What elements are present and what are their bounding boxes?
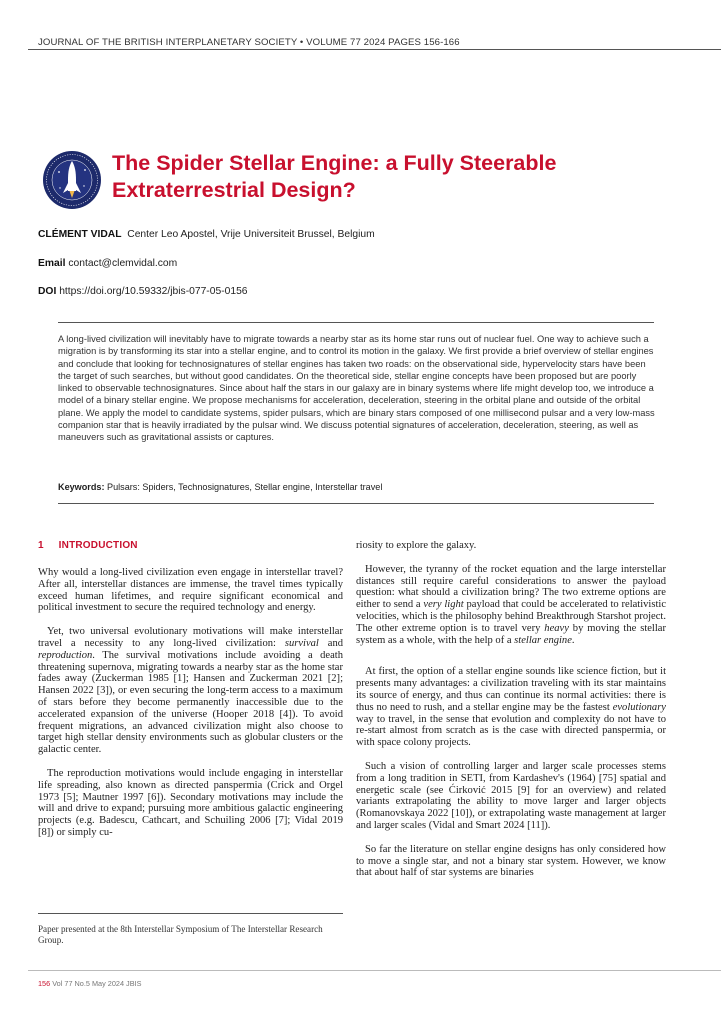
paragraph: Such a vision of controlling larger and larger scale processes stems from a long tradition in SETI, from Kardashev's (1964) [75] spatial and energetic scale (see Ćirković 2015 [9] for an overview) and related variants extrapolating the ability to move larger and larger objects (Romanovskaya 2022 [10]), or extrapolating waste management at larger and larger scales (Vidal and Smart 2024 [11]). xyxy=(356,760,666,831)
section-number: 1 xyxy=(38,540,44,551)
keywords-label: Keywords: xyxy=(58,482,105,492)
keywords-line xyxy=(58,482,382,492)
author-name: CLÉMENT VIDAL xyxy=(38,229,122,240)
email-link[interactable]: contact@clemvidal.com xyxy=(68,258,178,269)
abstract-bottom-divider xyxy=(58,503,654,504)
issue-info: Vol 77 No.5 May 2024 JBIS xyxy=(52,979,142,988)
footnote: Paper presented at the 8th Interstellar Symposium of The Interstellar Research Group. xyxy=(38,924,323,946)
section-heading xyxy=(38,540,138,551)
author-line xyxy=(38,229,375,240)
doi-label: DOI xyxy=(38,286,57,297)
paragraph: So far the literature on stellar engine designs has only considered how to move a single star, and not a binary star system. However, we know that about half of star systems are binaries xyxy=(356,843,666,879)
journal-header: JOURNAL OF THE BRITISH INTERPLANETARY SOCIETY • VOLUME 77 2024 PAGES 156-166 xyxy=(38,37,460,48)
paragraph: riosity to explore the galaxy. xyxy=(356,540,477,551)
paragraph: However, the tyranny of the rocket equation and the large interstellar distances still require careful considerations to answer the payload question: what should a civilization bring? The two extreme options are either to send a very light payload that could be accelerated to relativistic velocities, which is the philosophy behind Breakthrough Starshot project. The other extreme option is to travel very heavy by moving the stellar system as a whole, with the help of a stellar engine. xyxy=(356,563,667,646)
abstract-top-divider xyxy=(58,322,654,323)
email-label: Email xyxy=(38,258,66,269)
footnote-divider xyxy=(38,913,343,914)
paragraph: At first, the option of a stellar engine sounds like science fiction, but it presents many advantages: a civilization traveling with its star maintains its source of energy, and thus can continue its normal activities: there is thus no need to rush, and a stellar engine may be the fastest evolutionary way to travel, in the sense that evolution and complexity do not have to re-start almost from scratch as is the case with directed panspermia, or with space colony projects. xyxy=(356,666,666,749)
page-footer xyxy=(38,979,141,988)
body-column-left xyxy=(38,567,343,851)
doi-line xyxy=(38,286,248,297)
article-title: The Spider Stellar Engine: a Fully Steerable Extraterrestrial Design? xyxy=(112,151,557,202)
footer-divider xyxy=(28,970,721,971)
body-column-right xyxy=(356,540,666,891)
page-number: 156 xyxy=(38,979,51,988)
email-line xyxy=(38,258,177,269)
paragraph: The reproduction motivations would include engaging in interstellar life spreading, also known as directed panspermia (Crick and Orgel 1973 [5]; Mautner 1997 [6]). Secondary motivations may include the will and drive to expand; pursuing more ambitious galactic engineering projects (e.g. Badescu, Cathcart, and Schuiling 2006 [7]; Vidal 2019 [8]) or simply cu- xyxy=(38,767,343,838)
bis-rocket-emblem-icon xyxy=(42,150,102,210)
author-affiliation: Center Leo Apostel, Vrije Universiteit Brussel, Belgium xyxy=(127,229,375,240)
keywords-value: Pulsars: Spiders, Technosignatures, Stellar engine, Interstellar travel xyxy=(107,482,383,492)
abstract-text: A long-lived civilization will inevitably have to migrate towards a nearby star as its home star runs out of nuclear fuel. One way to achieve such a migration is by transforming its star into a stellar engine, and to control its motion in the galaxy. We first provide a brief overview of stellar engines and conclude that looking for technosignatures of stellar engines has taken two roads: on the observational side, hypervelocity stars have been the target of such searches, but without good candidates. On the theoretical side, stellar engine concepts have been proposed but are poorly linked to observable technosignatures. Since about half the stars in our galaxy are in binary systems where life might develop too, we introduce a model of a binary stellar engine. We propose mechanisms for acceleration, deceleration, steering in the orbital plane and outside of the orbital plane. We apply the model to candidate systems, spider pulsars, which are binary stars composed of one millisecond pulsar and a very low-mass companion star that is heavily irradiated by the pulsar wind. We discuss potential signatures of acceleration, deceleration, steering, as well as maneuvers such as gravitational assists or captures. xyxy=(58,334,655,442)
doi-link[interactable]: https://doi.org/10.59332/jbis-077-05-0156 xyxy=(59,286,248,297)
paragraph: Why would a long-lived civilization even engage in interstellar travel? After all, interstellar distances are immense, the travel times typically exceed human lifetimes, and require significant economical and political investment to secure the required technology and energy. xyxy=(38,567,343,614)
section-title: INTRODUCTION xyxy=(58,540,138,551)
header-divider xyxy=(28,49,721,50)
paragraph: Yet, two universal evolutionary motivations will make interstellar travel a necessity to any long-lived civilization: survival and reproduction. The survival motivations include avoiding a death threatening supernova, migrating towards a nearby star as the home star fades away (Zuckerman 1985 [1]; Hansen and Zuckerman 2021 [2]; Hansen 2022 [3]), or even securing the long-term access to a maximum of stars before they become permanently inaccessible due to the accelerated expansion of the universe (Hooper 2018 [4]). To avoid frequent migrations, an advanced civilization might also choose to target high stellar density environments such as globular clusters or the galactic center. xyxy=(38,626,343,756)
